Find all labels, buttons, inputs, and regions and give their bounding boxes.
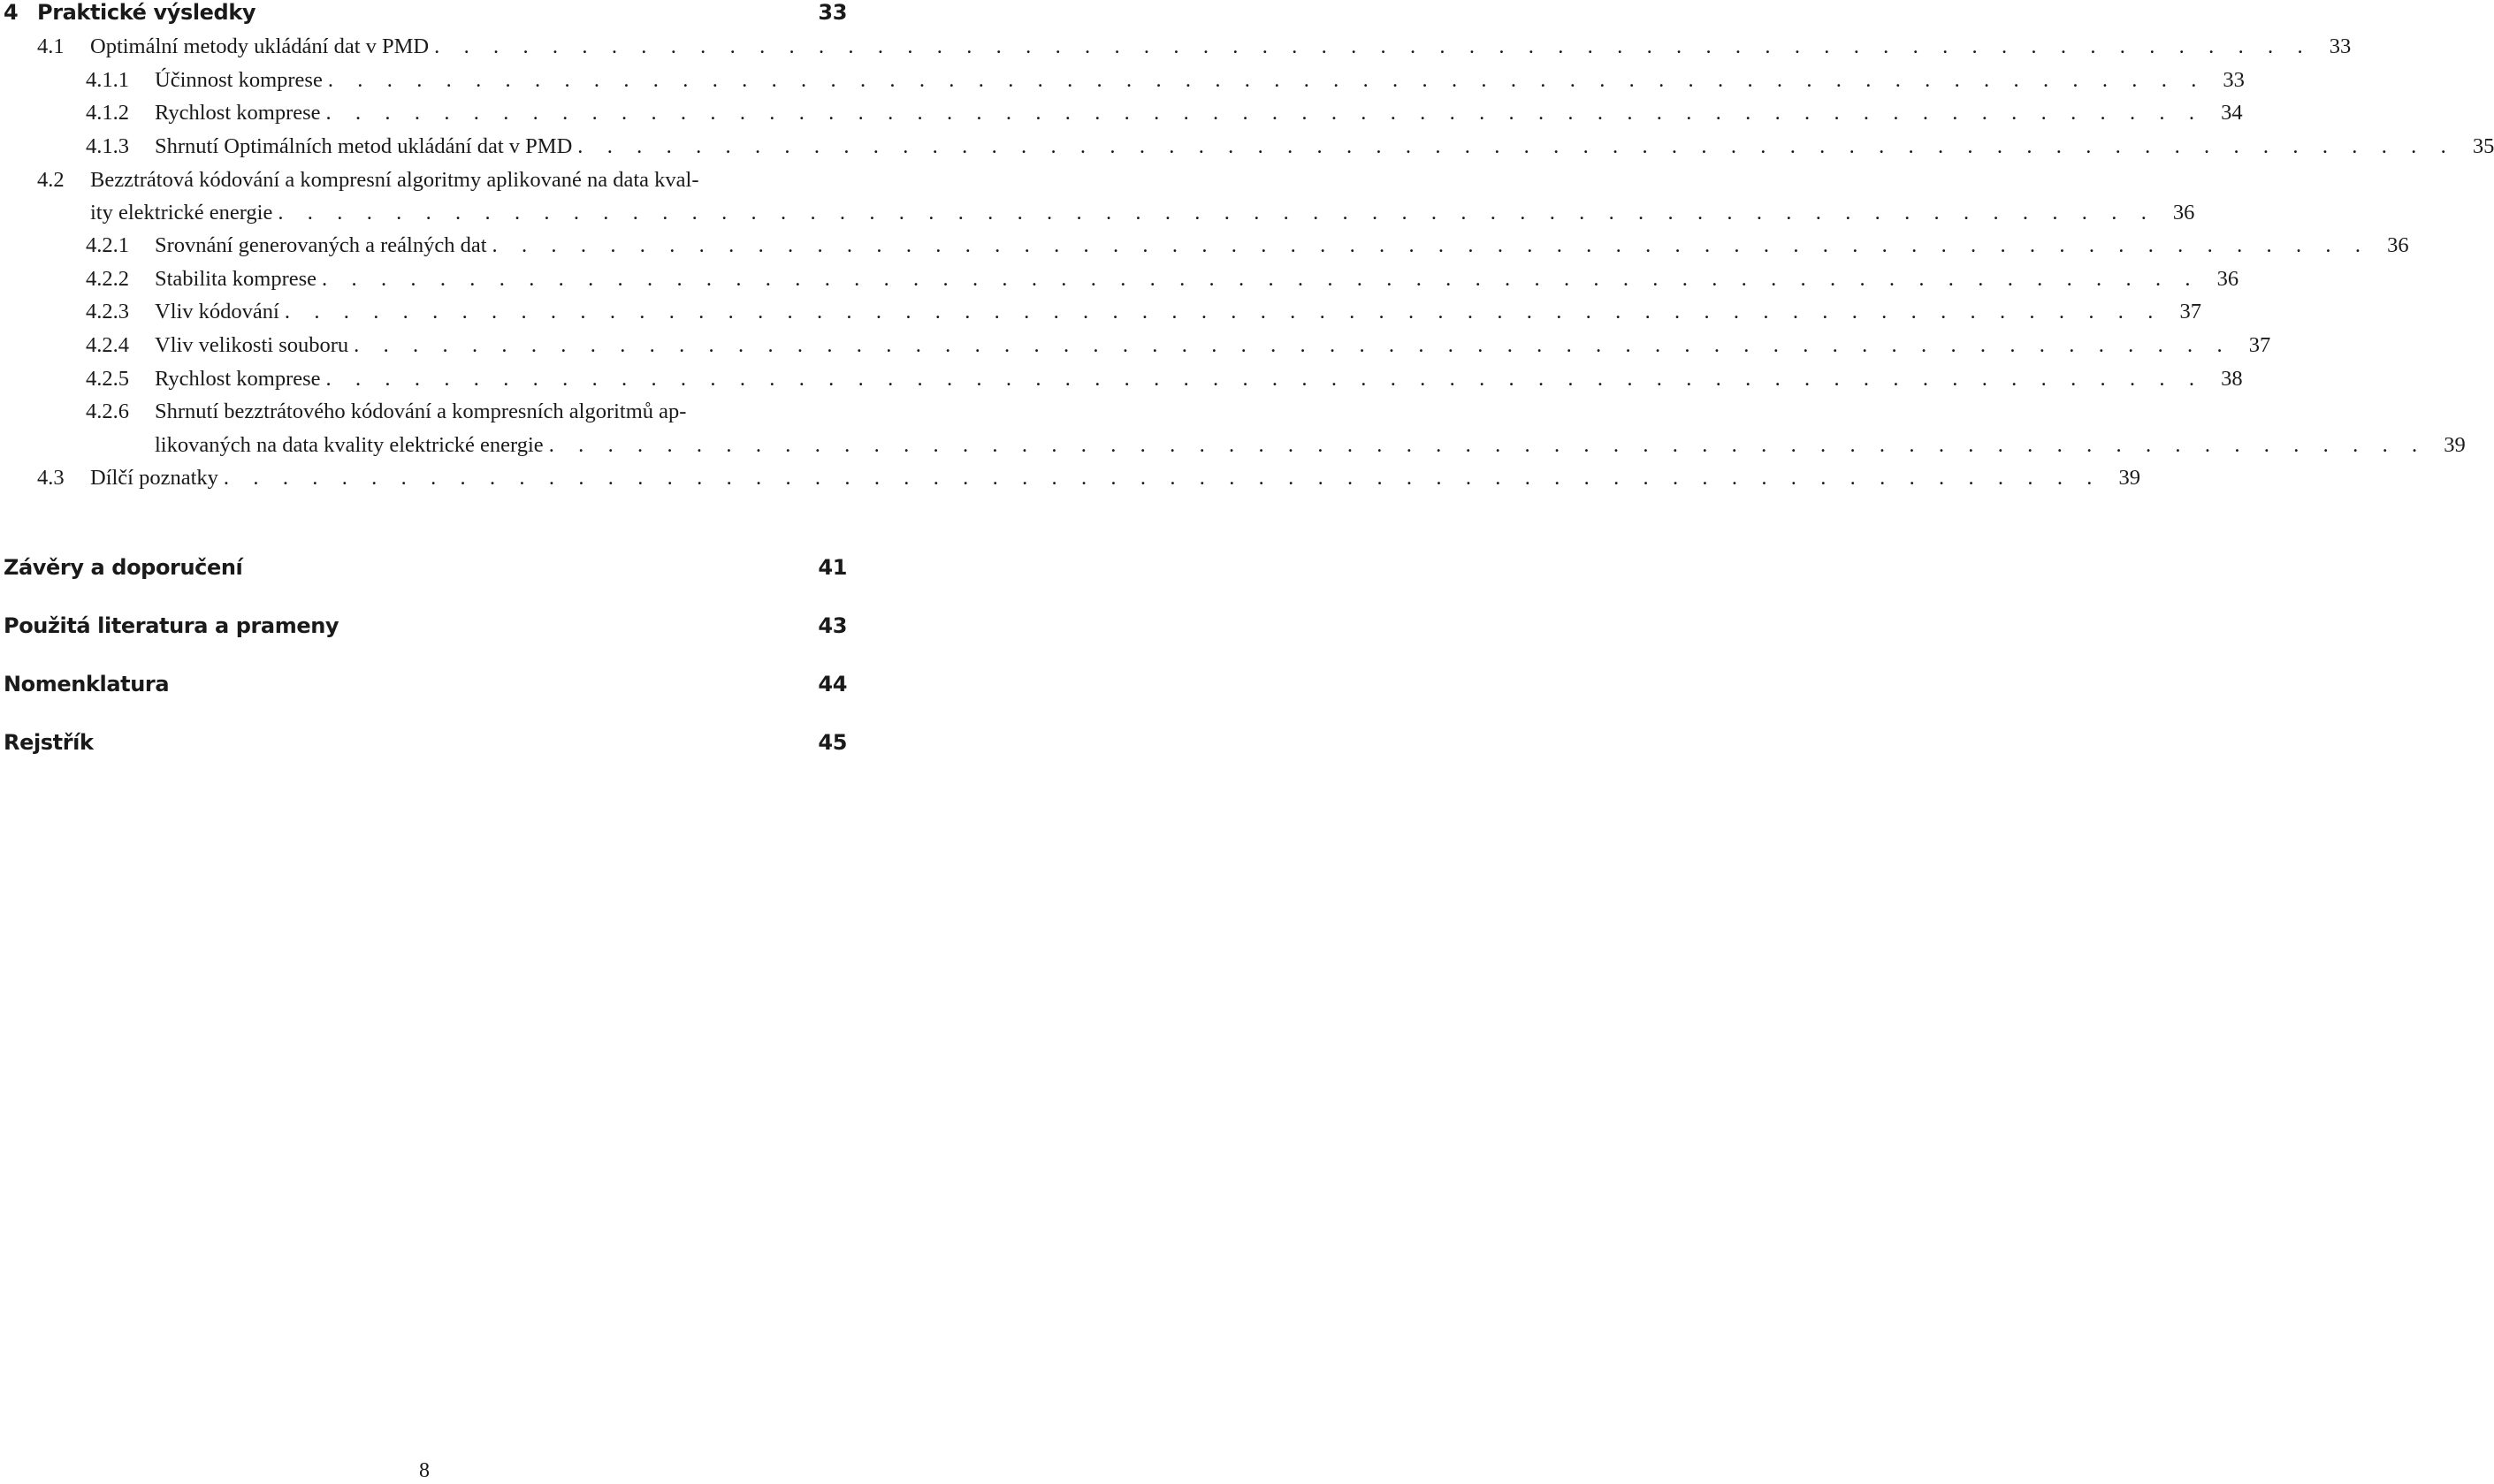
chapter-title: Použitá literatura a prameny <box>4 613 339 638</box>
entry-page: 39 <box>2444 433 2466 457</box>
dot-leader: . . . . . . . . . . . . . . . . . . . . . . . . . . . . . . . . . . . . . . . . . . . . . . . . . . . . . . . . . . . . . . . . <box>327 68 2206 92</box>
dot-leader: . . . . . . . . . . . . . . . . . . . . . . . . . . . . . . . . . . . . . . . . . . . . . . . . . . . . . . . . . . . . . . . . <box>548 433 2427 457</box>
chapter-page: 43 <box>818 613 847 638</box>
entry-number: 4.3 <box>37 466 65 490</box>
entry-page: 34 <box>2221 101 2243 125</box>
entry-title: Účinnost komprese <box>155 68 323 92</box>
dot-leader: . . . . . . . . . . . . . . . . . . . . . . . . . . . . . . . . . . . . . . . . . . . . . . . . . . . . . . . . . . . . . . . . <box>325 367 2204 391</box>
entry-number: 4.2.1 <box>86 233 129 257</box>
entry-title: Vliv kódování <box>155 300 279 323</box>
entry-number: 4.2.4 <box>86 333 129 357</box>
toc-entry-4-3[interactable] <box>37 460 2140 496</box>
entry-title: Shrnutí Optimálních metod ukládání dat v PMD <box>155 134 573 158</box>
toc-entry-4-2-3[interactable] <box>86 294 2201 330</box>
entry-number: 4.1.1 <box>86 68 129 92</box>
toc-entry-4-2-6[interactable] <box>86 394 845 430</box>
entry-number: 4.2.2 <box>86 267 129 291</box>
toc-chapter-zavery[interactable] <box>4 550 847 585</box>
entry-title: Optimální metody ukládání dat v PMD <box>90 34 430 58</box>
entry-number: 4.1 <box>37 34 65 58</box>
page-number: 8 <box>419 1459 430 1482</box>
dot-leader: . . . . . . . . . . . . . . . . . . . . . . . . . . . . . . . . . . . . . . . . . . . . . . . . . . . . . . . . . . . . . . . . <box>325 101 2204 125</box>
entry-title-line-1: Bezztrátová kódování a kompresní algoritmy aplikované na data kval- <box>90 168 699 192</box>
entry-page: 36 <box>2216 267 2239 291</box>
entry-page: 37 <box>2179 300 2201 323</box>
entry-title: Srovnání generovaných a reálných dat <box>155 233 487 257</box>
entry-title: ity elektrické energie <box>90 201 273 225</box>
entry-page: 36 <box>2172 201 2195 225</box>
dot-leader: . . . . . . . . . . . . . . . . . . . . . . . . . . . . . . . . . . . . . . . . . . . . . . . . . . . . . . . . . . . . . . . . <box>577 134 2456 158</box>
chapter-page: 44 <box>818 672 847 696</box>
dot-leader: . . . . . . . . . . . . . . . . . . . . . . . . . . . . . . . . . . . . . . . . . . . . . . . . . . . . . . . . . . . . . . . . <box>434 34 2313 58</box>
toc-entry-4-2-4[interactable] <box>86 328 2271 363</box>
entry-page: 38 <box>2221 367 2243 391</box>
toc-chapter-rejstrik[interactable] <box>4 725 847 760</box>
toc-entry-4-1-2[interactable] <box>86 95 2243 131</box>
toc-entry-4-2-5[interactable] <box>86 361 2243 397</box>
entry-title: Stabilita komprese <box>155 267 317 291</box>
entry-number: 4.1.2 <box>86 101 129 125</box>
toc-entry-4-1-3[interactable] <box>86 129 2494 164</box>
toc-chapter-4[interactable] <box>4 0 847 30</box>
toc-entry-4-2-2[interactable] <box>86 262 2239 297</box>
dot-leader: . . . . . . . . . . . . . . . . . . . . . . . . . . . . . . . . . . . . . . . . . . . . . . . . . . . . . . . . . . . . . . . . <box>492 233 2370 257</box>
toc-entry-4-1-1[interactable] <box>86 63 2245 98</box>
toc-entry-4-1[interactable] <box>37 29 2352 65</box>
entry-number: 4.2.6 <box>86 400 129 423</box>
entry-page: 33 <box>2329 34 2352 58</box>
chapter-title: Závěry a doporučení <box>4 555 243 580</box>
chapter-title: Praktické výsledky <box>37 0 256 25</box>
toc-chapter-nomenklatura[interactable] <box>4 666 847 702</box>
entry-number: 4.2 <box>37 168 65 192</box>
entry-title-line-1: Shrnutí bezztrátového kódování a kompresních algoritmů ap- <box>155 400 687 423</box>
toc-entry-4-2-cont[interactable] <box>90 195 2195 231</box>
entry-page: 35 <box>2472 134 2494 158</box>
entry-title: Dílčí poznatky <box>90 466 218 490</box>
entry-page: 33 <box>2223 68 2245 92</box>
toc-entry-4-2[interactable] <box>37 163 845 198</box>
entry-title: likovaných na data kvality elektrické energie <box>155 433 544 457</box>
entry-page: 37 <box>2248 333 2271 357</box>
entry-page: 39 <box>2118 466 2140 490</box>
toc-entry-4-2-6-cont[interactable] <box>155 428 2466 463</box>
entry-title: Rychlost komprese <box>155 367 321 391</box>
dot-leader: . . . . . . . . . . . . . . . . . . . . . . . . . . . . . . . . . . . . . . . . . . . . . . . . . . . . . . . . . . . . . . . . <box>223 466 2101 490</box>
toc-entry-4-2-1[interactable] <box>86 228 2409 263</box>
dot-leader: . . . . . . . . . . . . . . . . . . . . . . . . . . . . . . . . . . . . . . . . . . . . . . . . . . . . . . . . . . . . . . . . <box>322 267 2200 291</box>
chapter-title: Nomenklatura <box>4 672 170 696</box>
chapter-page: 45 <box>818 730 847 755</box>
dot-leader: . . . . . . . . . . . . . . . . . . . . . . . . . . . . . . . . . . . . . . . . . . . . . . . . . . . . . . . . . . . . . . . . <box>284 300 2162 323</box>
chapter-page: 33 <box>818 0 847 25</box>
entry-title: Vliv velikosti souboru <box>155 333 349 357</box>
dot-leader: . . . . . . . . . . . . . . . . . . . . . . . . . . . . . . . . . . . . . . . . . . . . . . . . . . . . . . . . . . . . . . . . <box>354 333 2232 357</box>
entry-number: 4.2.5 <box>86 367 129 391</box>
dot-leader: . . . . . . . . . . . . . . . . . . . . . . . . . . . . . . . . . . . . . . . . . . . . . . . . . . . . . . . . . . . . . . . . <box>278 201 2156 225</box>
toc-chapter-literatura[interactable] <box>4 608 847 643</box>
chapter-page: 41 <box>818 555 847 580</box>
chapter-number: 4 <box>4 0 19 25</box>
chapter-title: Rejstřík <box>4 730 94 755</box>
entry-title: Rychlost komprese <box>155 101 321 125</box>
entry-number: 4.2.3 <box>86 300 129 323</box>
entry-number: 4.1.3 <box>86 134 129 158</box>
entry-page: 36 <box>2387 233 2409 257</box>
